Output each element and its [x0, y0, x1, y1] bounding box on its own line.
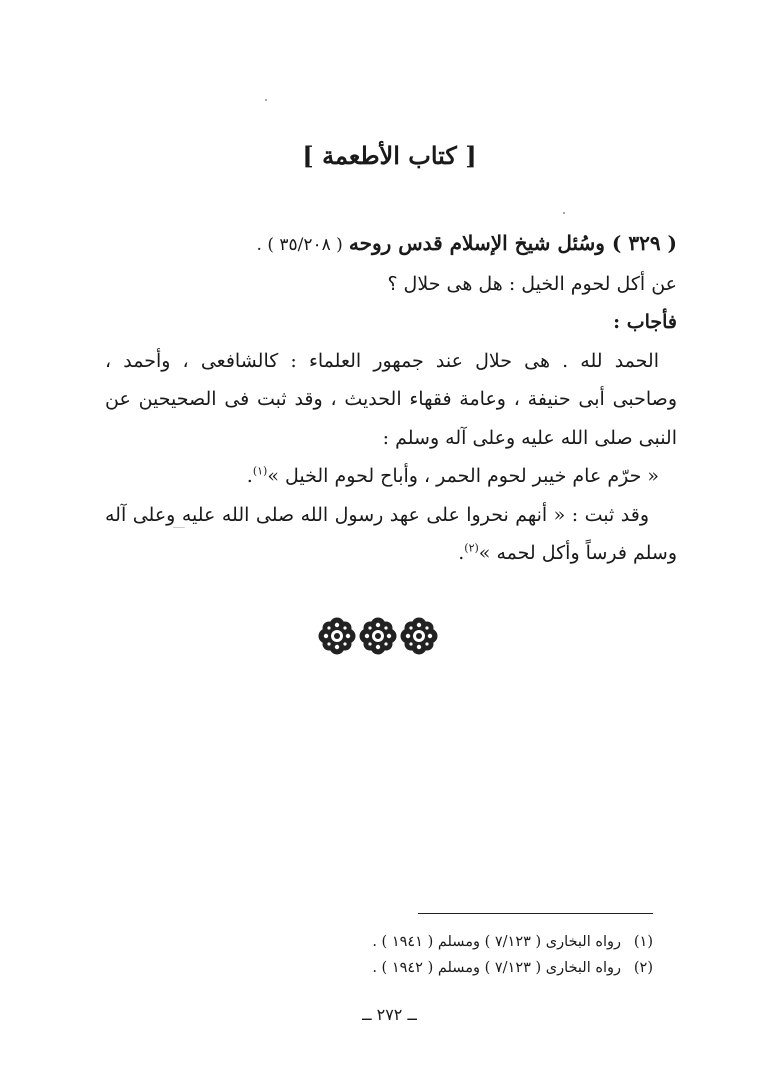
- footnote-marker-2: (٢): [464, 541, 479, 555]
- scan-speck: [173, 527, 185, 528]
- scan-speck: [563, 212, 565, 214]
- scan-speck: [265, 99, 267, 101]
- body-text: [105, 224, 677, 573]
- footnote-divider: [418, 913, 653, 914]
- question-heading: ( ٣٢٩ ) وسُئل شيخ الإسلام قدس روحه: [348, 231, 677, 255]
- question-text: عن أكل لحوم الخيل : هل هى حلال ؟: [387, 272, 677, 295]
- footnote-1: [233, 929, 653, 955]
- question-reference: ( ٣٥/٢٠٨ ) .: [256, 235, 343, 255]
- hadith-2-text: وسلم فرساً وأكل لحمه »: [478, 542, 677, 564]
- footnote-marker-1: (١): [252, 464, 268, 478]
- page-number: ــ ٢٧٢ ــ: [362, 1005, 417, 1024]
- answer-line-1: الحمد لله . هى حلال عند جمهور العلماء : كالشافعى ، وأحمد ،: [105, 349, 659, 372]
- hadith-1: [105, 457, 677, 496]
- hadith-1-end: .: [246, 465, 253, 487]
- footnote-2-number: (٢): [633, 960, 653, 976]
- footnotes: [233, 929, 653, 981]
- floral-ornament-icon: [316, 616, 440, 656]
- chapter-title: [ كتاب الأطعمة ]: [302, 141, 477, 170]
- hadith-1-text: « حرّم عام خيبر لحوم الحمر ، وأباح لحوم الخيل »: [267, 465, 659, 487]
- answer-label: فأجاب :: [613, 311, 677, 333]
- footnote-1-number: (١): [633, 934, 653, 950]
- footnote-1-text: رواه البخارى ( ٧/١٢٣ ) ومسلم ( ١٩٤١ ) .: [372, 934, 621, 950]
- hadith-2-line-2: [105, 534, 677, 573]
- hadith-2-end: .: [458, 542, 465, 564]
- answer-line-2: وصاحبى أبى حنيفة ، وعامة فقهاء الحديث ، وقد ثبت فى الصحيحين عن: [105, 388, 677, 410]
- question-heading-line: [105, 224, 677, 265]
- hadith-2-line-1: وقد ثبت : « أنهم نحروا على عهد رسول الله صلى الله عليه وعلى آله: [105, 503, 649, 526]
- footnote-2: [233, 955, 653, 981]
- footnote-2-text: رواه البخارى ( ٧/١٢٣ ) ومسلم ( ١٩٤٢ ) .: [372, 960, 621, 976]
- answer-line-3: النبى صلى الله عليه وعلى آله وسلم :: [382, 426, 677, 449]
